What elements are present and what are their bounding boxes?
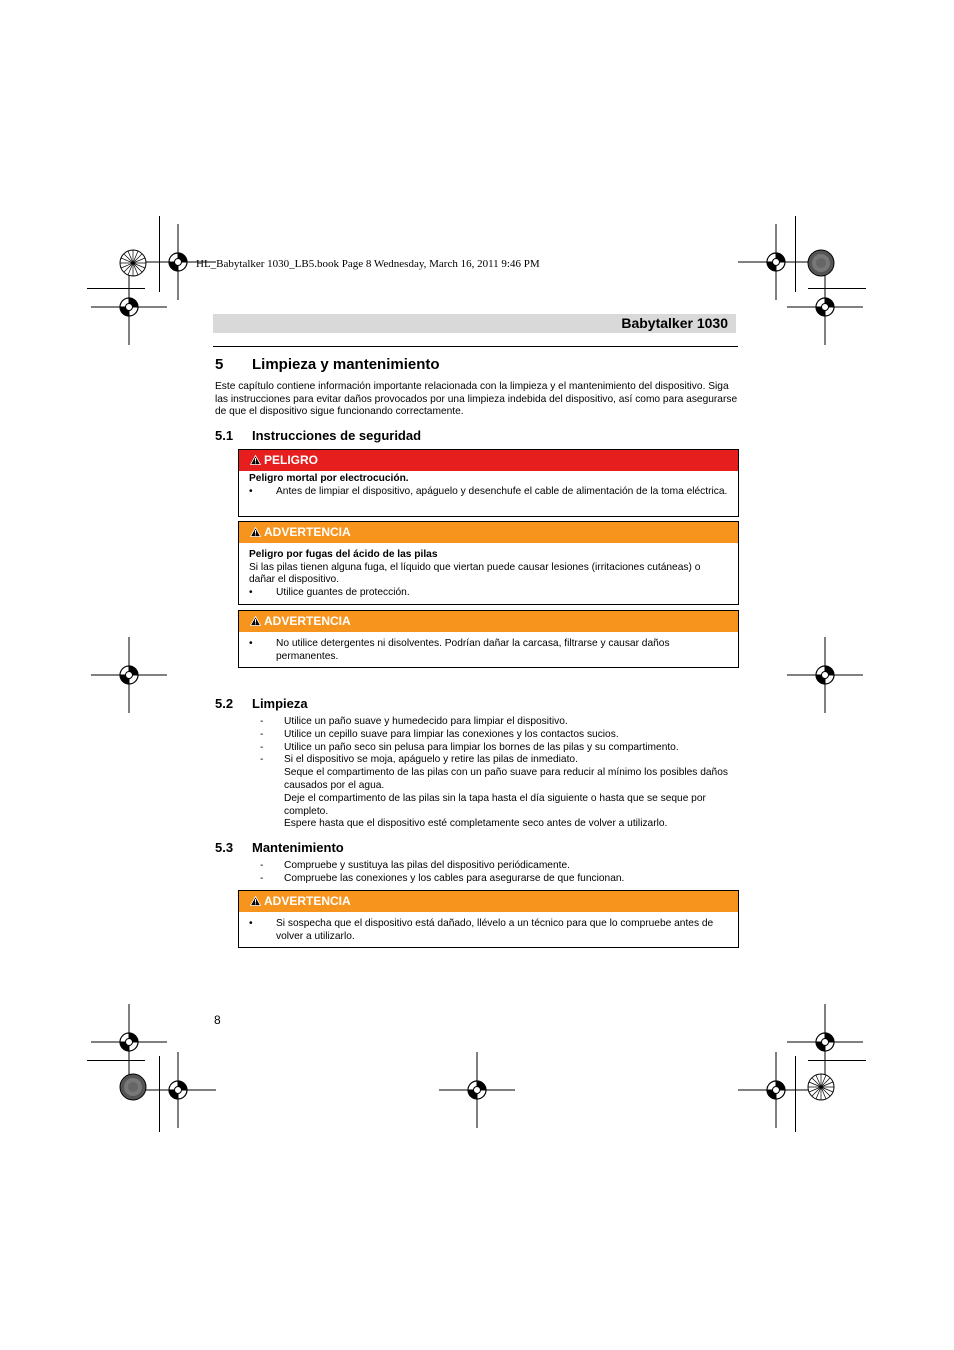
bullet-marker: • — [249, 638, 253, 649]
bullet-text: Si sospecha que el dispositivo está dañado, llévelo a un técnico para que lo compruebe antes de volver a utilizarlo. — [276, 918, 714, 942]
warning-triangle-icon — [250, 896, 261, 906]
subsection-title: Mantenimiento — [252, 840, 344, 855]
section-number: 5 — [215, 356, 224, 373]
warning-box-damaged — [238, 890, 739, 948]
warning-header — [239, 891, 738, 912]
warning-bullet — [249, 587, 728, 600]
danger-box — [238, 449, 739, 517]
danger-heading: Peligro mortal por electrocución. — [249, 473, 409, 484]
subsection-number: 5.1 — [215, 428, 234, 443]
bullet-marker: • — [249, 485, 253, 497]
list-item — [215, 742, 740, 755]
running-header-bar — [213, 314, 736, 333]
danger-bullet — [249, 486, 728, 499]
warning-header — [239, 611, 738, 632]
subsection-heading-5-1 — [215, 428, 421, 443]
warning-triangle-icon — [250, 527, 261, 537]
warning-header — [239, 522, 738, 543]
warning-box-detergents — [238, 610, 739, 668]
list-item-text: Utilice un paño suave y humedecido para limpiar el dispositivo. — [284, 716, 568, 727]
warning-box-battery — [238, 521, 739, 605]
list-item — [215, 754, 740, 767]
section-intro: Este capítulo contiene información importante relacionada con la limpieza y el mantenimiento del dispositivo. Siga las instrucciones para evitar daños provocados por una limpieza indebida del dispositivo, así como para asegurarse de que el dispositivo sigue funcionando correctamente. — [215, 381, 738, 418]
bullet-marker: • — [249, 918, 253, 929]
list-item-text: Utilice un cepillo suave para limpiar las conexiones y los contactos sucios. — [284, 728, 619, 740]
warning-label: ADVERTENCIA — [264, 614, 351, 628]
running-header-title: Babytalker 1030 — [621, 315, 728, 331]
page-number: 8 — [214, 1013, 221, 1027]
dash-marker: - — [260, 741, 264, 753]
list-item — [215, 716, 740, 729]
warning-label: ADVERTENCIA — [264, 525, 351, 539]
dash-marker: - — [260, 860, 264, 871]
list-item-text: Si el dispositivo se moja, apáguelo y retire las pilas de inmediato. — [284, 754, 578, 766]
dash-marker: - — [260, 872, 264, 884]
subsection-heading-5-2 — [215, 696, 308, 711]
list-item-text: Compruebe y sustituya las pilas del dispositivo periódicamente. — [284, 860, 570, 871]
header-rule — [213, 346, 738, 347]
subsection-title: Limpieza — [252, 696, 308, 711]
section-title: Limpieza y mantenimiento — [252, 356, 440, 373]
warning-heading: Peligro por fugas del ácido de las pilas — [249, 549, 438, 560]
warning-label: ADVERTENCIA — [264, 894, 351, 908]
warning-bullet — [249, 918, 728, 943]
list-item-text: Utilice un paño seco sin pelusa para limpiar los bornes de las pilas y su compartimento. — [284, 741, 679, 753]
list-continuation: Seque el compartimento de las pilas con un paño suave para reducir al mínimo los posibles daños causados por el agua. — [284, 767, 728, 791]
warning-triangle-icon — [250, 455, 261, 465]
list-continuation: Espere hasta que el dispositivo esté completamente seco antes de volver a utilizarlo. — [284, 818, 668, 830]
danger-label: PELIGRO — [264, 453, 319, 467]
list-item — [215, 873, 740, 886]
list-item-text: Compruebe las conexiones y los cables para asegurarse de que funcionan. — [284, 872, 625, 884]
bullet-text: Antes de limpiar el dispositivo, apáguelo y desenchufe el cable de alimentación de la toma eléctrica. — [276, 485, 728, 497]
bullet-marker: • — [249, 586, 253, 598]
dash-marker: - — [260, 728, 264, 740]
bullet-text: Utilice guantes de protección. — [276, 586, 410, 598]
maintenance-list — [215, 860, 740, 886]
subsection-number: 5.2 — [215, 696, 234, 711]
list-item — [215, 729, 740, 742]
dash-marker: - — [260, 716, 264, 727]
bullet-text: No utilice detergentes ni disolventes. Podrían dañar la carcasa, filtrarse y causar daños permanentes. — [276, 638, 670, 662]
subsection-title: Instrucciones de seguridad — [252, 428, 422, 443]
warning-text: Si las pilas tienen alguna fuga, el líquido que viertan puede causar lesiones (irritaciones cutáneas) o dañar el dispositivo. — [249, 561, 701, 586]
dash-marker: - — [260, 754, 264, 766]
list-continuation: Deje el compartimento de las pilas sin la tapa hasta el día siguiente o hasta que se seque por completo. — [284, 792, 706, 817]
list-item — [215, 860, 740, 873]
warning-triangle-icon — [250, 616, 261, 626]
print-info: HL_Babytalker 1030_LB5.book Page 8 Wednesday, March 16, 2011 9:46 PM — [196, 258, 540, 270]
danger-header — [239, 450, 738, 471]
cleaning-list — [215, 716, 740, 831]
subsection-heading-5-3 — [215, 840, 344, 855]
subsection-number: 5.3 — [215, 840, 234, 855]
warning-bullet — [249, 638, 728, 663]
section-heading — [215, 356, 440, 373]
